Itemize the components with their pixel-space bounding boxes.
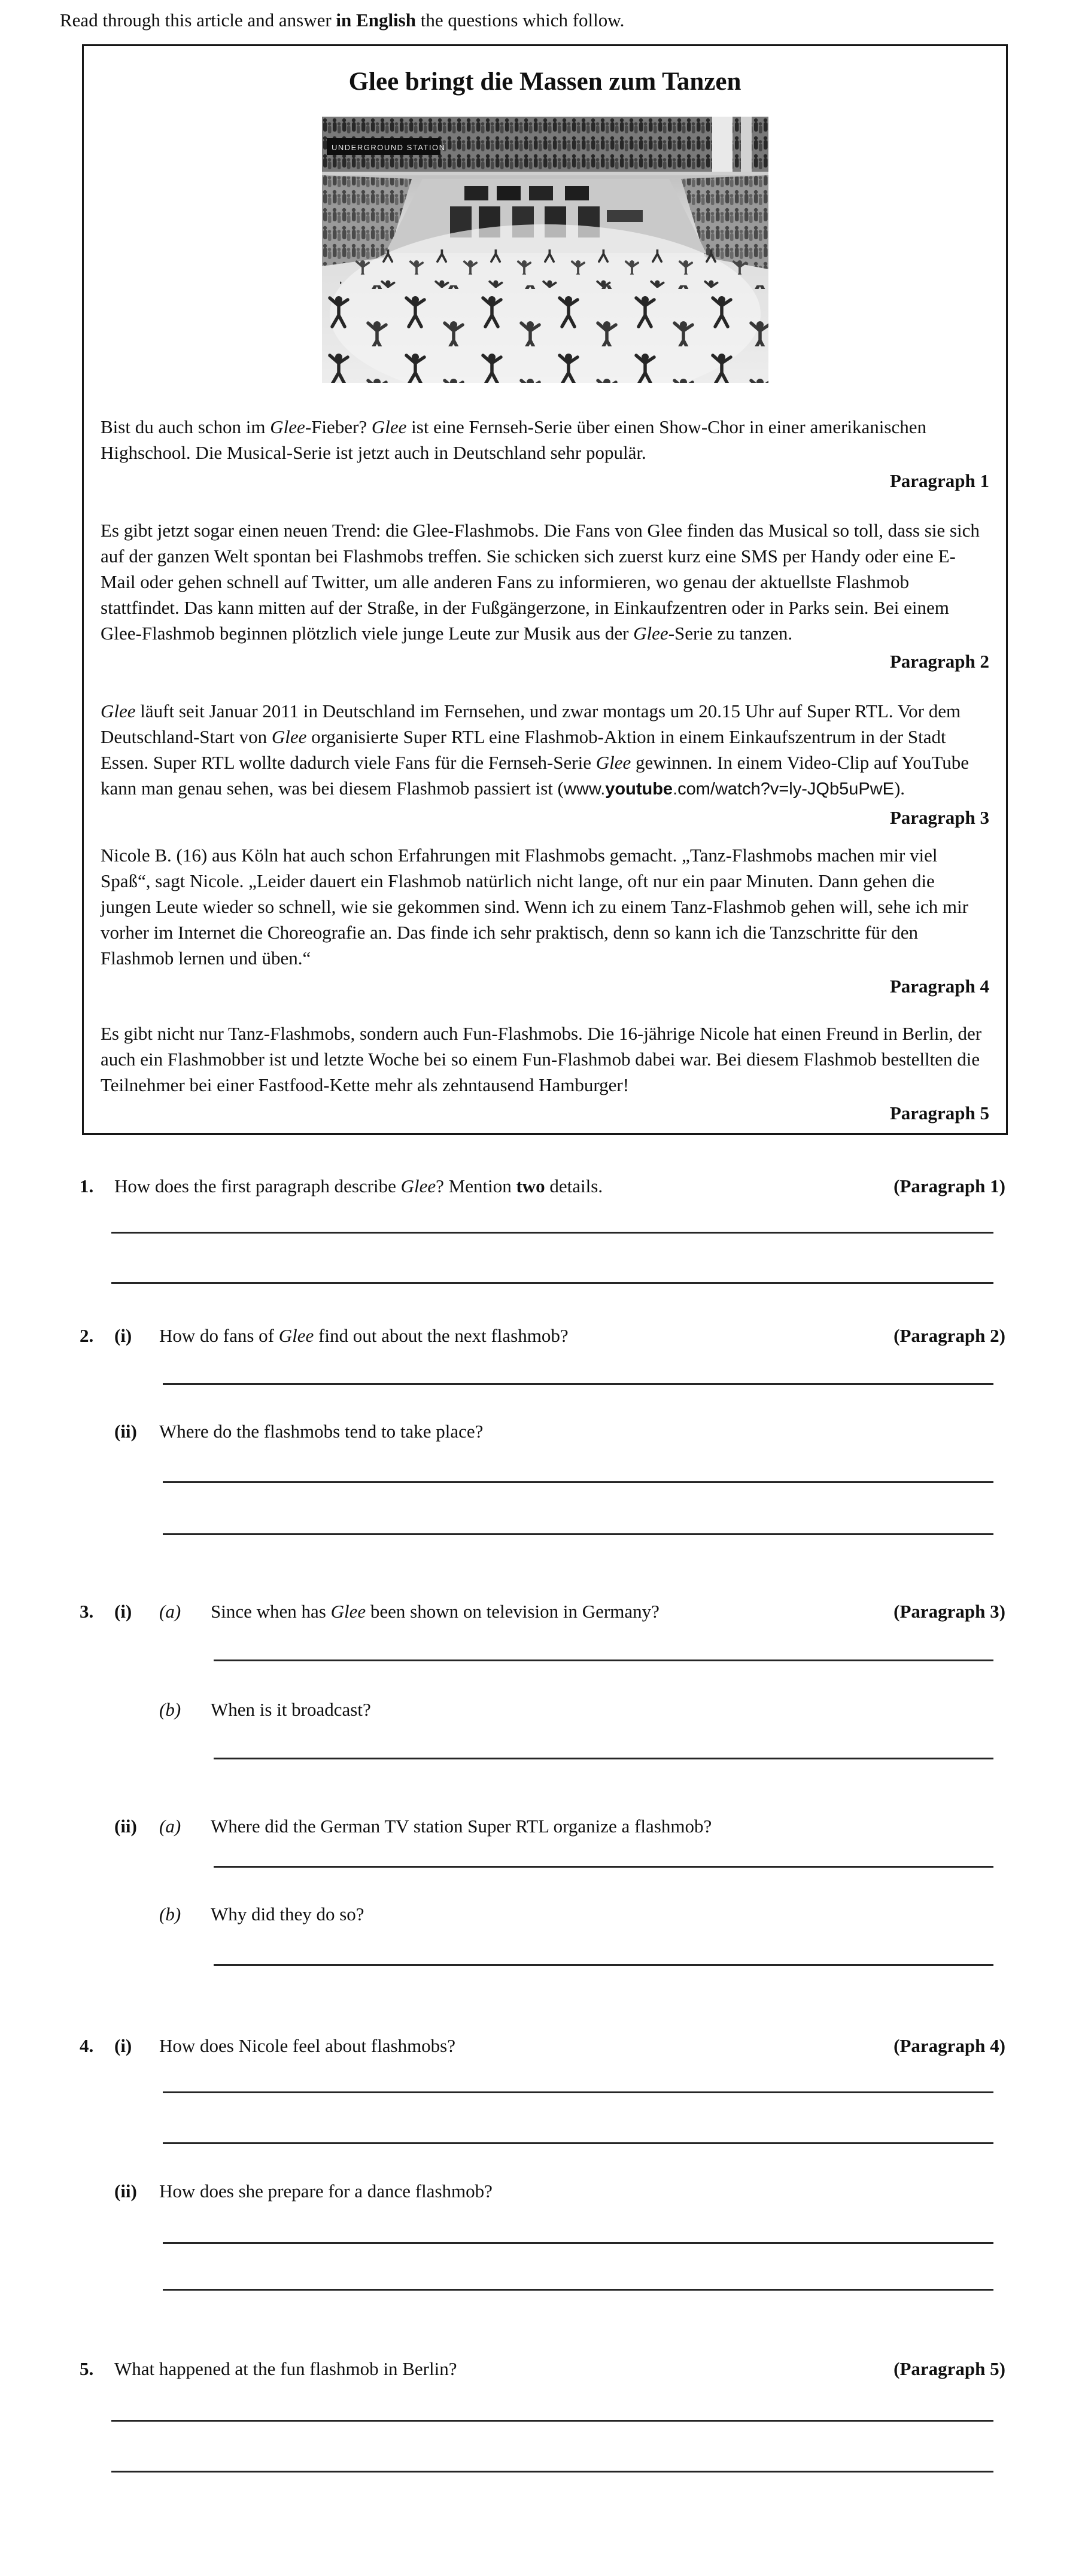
youtube-url-segment: www. — [563, 780, 606, 799]
instruction-line — [60, 8, 1016, 32]
text-segment: ist eine Fernseh-Serie über einen Show-Chor in einer amerikanischen Highschool. Die Musical-Serie ist jetzt auch in Deutschland sehr populär. — [101, 416, 926, 463]
article-box — [82, 44, 1008, 1135]
question-letter: (b) — [159, 1699, 181, 1720]
screen — [464, 186, 488, 200]
text-segment: in English — [336, 10, 416, 31]
paragraph-label: Paragraph 3 — [889, 807, 989, 828]
question-roman: (i) — [114, 2035, 132, 2056]
text-segment: Glee — [278, 1325, 314, 1346]
text-segment: Glee — [633, 623, 668, 644]
text-segment: gewinnen. In einem Video-Clip auf YouTube kann man genau sehen, was bei diesem Flashmob passiert ist ( — [101, 752, 970, 799]
question-text — [159, 2178, 1005, 2204]
question-number: 3. — [80, 1601, 94, 1622]
text-segment: two — [516, 1176, 545, 1196]
paragraph-text — [101, 517, 989, 646]
text-segment: -Fieber? — [305, 416, 372, 437]
text-segment: -Serie zu tanzen. — [668, 623, 793, 644]
article-photo — [322, 117, 768, 383]
paragraph-text — [101, 1021, 989, 1098]
question-text — [159, 1418, 1005, 1444]
text-segment: ). — [894, 778, 905, 799]
question-text — [211, 1598, 882, 1624]
text-segment: the questions which follow. — [415, 10, 625, 31]
question-row-4ii — [80, 2178, 1005, 2204]
question-roman: (ii) — [114, 1421, 137, 1442]
answer-line — [214, 1758, 993, 1759]
flashmob-photo-graphic — [322, 117, 768, 383]
paragraph-reference: (Paragraph 4) — [894, 2035, 1005, 2056]
question-roman: (i) — [114, 1601, 132, 1622]
answer-line — [214, 1660, 993, 1661]
text-segment: läuft seit Januar 2011 in Deutschland im Fernsehen, und zwar montags um 20.15 Uhr auf Super RTL. Vor dem Deutschland-Start von — [101, 701, 961, 747]
text-segment: Glee — [371, 416, 407, 437]
answer-line — [111, 2420, 993, 2422]
text-segment: find out about the next flashmob? — [314, 1325, 569, 1346]
text-segment: Bist du auch schon im — [101, 416, 271, 437]
answer-line — [163, 1533, 993, 1535]
article-paragraph-3 — [101, 698, 989, 830]
paragraph-label: Paragraph 5 — [889, 1103, 989, 1123]
paragraph-reference: (Paragraph 1) — [894, 1176, 1005, 1196]
answer-line — [163, 1383, 993, 1385]
question-number: 1. — [80, 1176, 94, 1196]
text-segment: Read through this article and answer — [60, 10, 336, 31]
text-segment: How do fans of — [159, 1325, 279, 1346]
text-segment: Where do the flashmobs tend to take place? — [159, 1421, 484, 1442]
answer-line — [163, 2142, 993, 2144]
question-text — [159, 2033, 882, 2059]
paragraph-text — [101, 842, 989, 971]
text-segment: organisierte Super RTL eine Flashmob-Aktion in einem Einkaufszentrum in der Stadt Essen. Super RTL wollte dadurch viele Fans für die Fernseh-Serie — [101, 726, 946, 773]
screen — [529, 186, 553, 200]
question-text — [114, 1173, 882, 1199]
paragraph-text — [101, 698, 989, 802]
question-row-3iib — [80, 1901, 1005, 1927]
article-paragraph-2 — [101, 517, 989, 674]
question-roman: (ii) — [114, 1816, 137, 1837]
youtube-url-segment: youtube — [605, 780, 673, 799]
text-segment: Why did they do so? — [211, 1904, 364, 1925]
question-roman: (ii) — [114, 2181, 137, 2202]
station-sign-text: UNDERGROUND STATION — [331, 143, 446, 152]
text-segment: Glee — [400, 1176, 436, 1196]
question-text — [211, 1697, 1005, 1722]
answer-line — [214, 1866, 993, 1868]
question-text — [159, 1323, 882, 1348]
pillar — [712, 117, 733, 172]
paragraph-reference: (Paragraph 2) — [894, 1325, 1005, 1346]
text-segment: Glee — [270, 416, 305, 437]
answer-line — [111, 1282, 993, 1284]
article-title: Glee bringt die Massen zum Tanzen — [348, 68, 741, 96]
answer-line — [111, 2471, 993, 2473]
text-segment: When is it broadcast? — [211, 1699, 371, 1720]
paragraph-reference: (Paragraph 5) — [894, 2358, 1005, 2379]
question-text — [211, 1901, 1005, 1927]
answer-line — [163, 2091, 993, 2093]
question-letter: (a) — [159, 1601, 181, 1622]
screen — [497, 186, 521, 200]
question-number: 5. — [80, 2358, 94, 2379]
article-paragraph-4 — [101, 842, 989, 999]
paragraph-label: Paragraph 4 — [889, 976, 989, 997]
question-letter: (a) — [159, 1816, 181, 1837]
text-segment: Glee — [101, 701, 136, 721]
answer-line — [163, 1481, 993, 1483]
text-segment: Nicole B. (16) aus Köln hat auch schon Erfahrungen mit Flashmobs gemacht. „Tanz-Flashmobs machen mir viel Spaß“, sagt Nicole. „Leider dauert ein Flashmob natürlich nicht lange, oft nur ein paar Minuten. Dann gehen die jungen Leute wieder so schnell, wie sie gekommen sind. Wenn ich zu einem Tanz-Flashmob gehen will, sehe ich mir vorher im Internet die Choreografie an. Das finde ich sehr praktisch, denn so kann ich die Tanzschritte für den Flashmob lernen und üben.“ — [101, 845, 968, 969]
dancers-near — [322, 285, 768, 383]
answer-line — [111, 1232, 993, 1234]
article-paragraph-1 — [101, 414, 989, 494]
paragraph-label: Paragraph 1 — [889, 470, 989, 491]
question-text — [211, 1813, 1005, 1839]
railing — [322, 172, 768, 175]
question-row-3iia — [80, 1813, 1005, 1839]
text-segment: How does the first paragraph describe — [114, 1176, 401, 1196]
text-segment: Since when has — [211, 1601, 331, 1622]
text-segment: Where did the German TV station Super RTL organize a flashmob? — [211, 1816, 712, 1837]
question-row-3ib — [80, 1697, 1005, 1722]
text-segment: been shown on television in Germany? — [366, 1601, 660, 1622]
text-segment: Glee — [330, 1601, 366, 1622]
question-row-2ii — [80, 1418, 1005, 1444]
dancers-far — [340, 249, 753, 288]
paragraph-text — [101, 414, 989, 465]
text-segment: Glee — [271, 726, 307, 747]
text-segment: What happened at the fun flashmob in Berlin? — [114, 2358, 457, 2379]
questions-section — [80, 1173, 1005, 2512]
question-number: 2. — [80, 1325, 94, 1346]
question-row-5 — [80, 2356, 1005, 2382]
station-sign — [327, 138, 446, 155]
question-row-2i — [80, 1323, 1005, 1348]
answer-line — [163, 2289, 993, 2291]
question-number: 4. — [80, 2035, 94, 2056]
question-letter: (b) — [159, 1904, 181, 1925]
question-row-1 — [80, 1173, 1005, 1199]
question-text — [114, 2356, 882, 2382]
question-row-4i — [80, 2033, 1005, 2059]
screen — [565, 186, 589, 200]
text-segment: Es gibt jetzt sogar einen neuen Trend: die Glee-Flashmobs. Die Fans von Glee finden das Musical so toll, dass sie sich auf der ganzen Welt spontan bei Flashmobs treffen. Sie schicken sich zuerst kurz eine SMS per Handy oder eine E-Mail oder gehen schnell auf Twitter, um alle anderen Fans zu informieren, wo genau der aktuellste Flashmob stattfindet. Das kann mitten auf der Straße, in der Fußgängerzone, in Einkaufzentren oder in Parks sein. Bei einem Glee-Flashmob beginnen plötzlich viele junge Leute zur Musik aus der — [101, 520, 980, 644]
text-segment: How does she prepare for a dance flashmob? — [159, 2181, 493, 2202]
text-segment: details. — [545, 1176, 603, 1196]
article-paragraph-5 — [101, 1021, 989, 1126]
text-segment: Glee — [595, 752, 631, 773]
text-segment: How does Nicole feel about flashmobs? — [159, 2035, 456, 2056]
answer-line — [214, 1964, 993, 1966]
paragraph-label: Paragraph 2 — [889, 651, 989, 672]
text-segment: ? Mention — [436, 1176, 516, 1196]
question-roman: (i) — [114, 1325, 132, 1346]
paragraph-reference: (Paragraph 3) — [894, 1601, 1005, 1622]
youtube-url-segment: .com/watch?v=ly-JQb5uPwE — [673, 780, 894, 799]
page — [0, 8, 1088, 2512]
answer-line — [163, 2242, 993, 2244]
text-segment: Es gibt nicht nur Tanz-Flashmobs, sondern auch Fun-Flashmobs. Die 16-jährige Nicole hat einen Freund in Berlin, der auch ein Flashmobber ist und letzte Woche bei so einem Fun-Flashmob dabei war. Bei diesem Flashmob bestellten die Teilnehmer bei einer Fastfood-Kette mehr als zehntausend Hamburger! — [101, 1023, 982, 1095]
question-row-3ia — [80, 1598, 1005, 1624]
